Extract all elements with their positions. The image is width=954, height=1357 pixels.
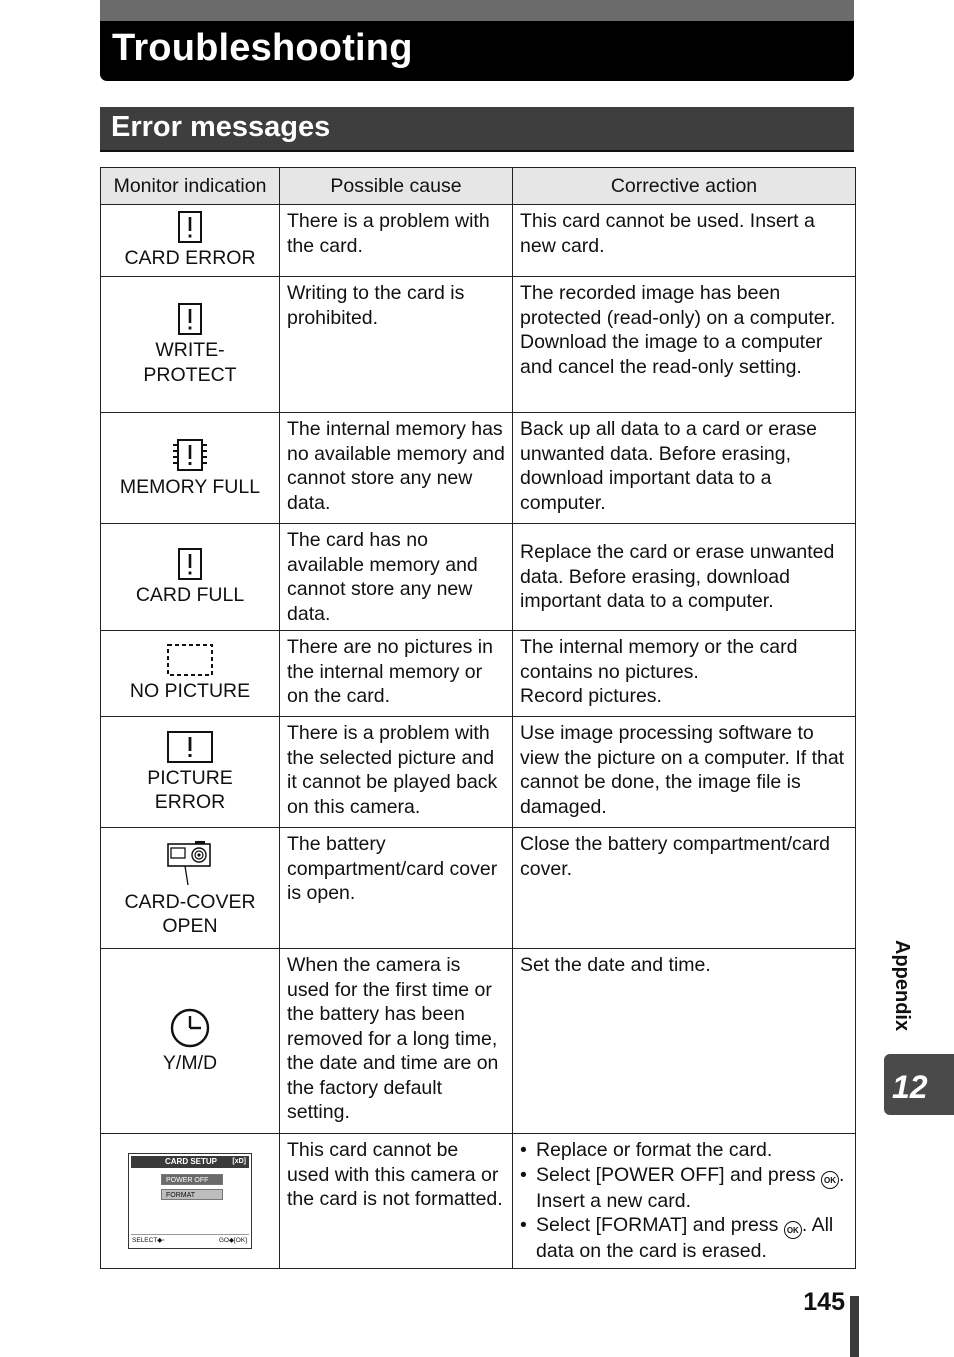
corrective-action-cell: Replace the card or erase unwanted data. Before erasing, download important data to a computer. xyxy=(513,524,856,631)
card-cover-open-icon xyxy=(165,838,215,888)
possible-cause-cell: This card cannot be used with this camera or the card is not formatted. xyxy=(280,1134,513,1269)
action-item: • Select [POWER OFF] and press OK . Insert a new card. xyxy=(520,1163,848,1214)
table-row xyxy=(101,631,856,717)
corrective-action-cell xyxy=(513,1134,856,1269)
monitor-label: PICTURE ERROR xyxy=(147,766,233,813)
action-item: • Select [FORMAT] and press OK . All data on the card is erased. xyxy=(520,1213,848,1264)
action-list xyxy=(520,1138,848,1264)
possible-cause-cell: Writing to the card is prohibited. xyxy=(280,277,513,413)
title-bar xyxy=(100,21,854,81)
monitor-indication-cell xyxy=(101,205,280,277)
monitor-label: WRITE-PROTECT xyxy=(143,339,237,386)
appendix-side-label xyxy=(860,940,940,1050)
select-hint: SELECT◆▫ xyxy=(132,1236,165,1244)
header-monitor-indication: Monitor indication xyxy=(101,168,280,205)
xd-card-badge: [xD] xyxy=(232,1157,246,1165)
table-row xyxy=(101,524,856,631)
header-possible-cause: Possible cause xyxy=(280,168,513,205)
table-row xyxy=(101,717,856,828)
section-title: Error messages xyxy=(111,111,331,143)
power-off-option: POWER OFF xyxy=(161,1174,223,1185)
page-number: 145 xyxy=(803,1288,845,1316)
action-line: The internal memory or the card contains no pictures. xyxy=(520,636,798,683)
monitor-label: NO PICTURE xyxy=(129,680,251,703)
monitor-indication-cell xyxy=(101,949,280,1134)
action-item: • Replace or format the card. xyxy=(520,1138,848,1163)
table-row xyxy=(101,1134,856,1269)
section-bar xyxy=(100,107,854,152)
corrective-action-cell: Close the battery compartment/card cover. xyxy=(513,828,856,949)
monitor-indication-cell xyxy=(101,717,280,828)
monitor-label: MEMORY FULL xyxy=(119,475,261,498)
no-picture-icon xyxy=(166,643,214,677)
monitor-indication-cell xyxy=(101,413,280,524)
table-header-row xyxy=(101,168,856,205)
possible-cause-cell: The battery compartment/card cover is open. xyxy=(280,828,513,949)
corrective-action-cell: This card cannot be used. Insert a new card. xyxy=(513,205,856,277)
clock-icon xyxy=(169,1007,211,1049)
page-title: Troubleshooting xyxy=(112,27,413,69)
ok-button-icon: OK xyxy=(784,1221,802,1239)
memory-full-icon xyxy=(170,437,210,473)
monitor-label: CARD FULL xyxy=(135,583,245,606)
header-corrective-action: Corrective action xyxy=(513,168,856,205)
card-setup-footer xyxy=(131,1234,249,1246)
monitor-indication-cell xyxy=(101,828,280,949)
monitor-indication-cell xyxy=(101,277,280,413)
action-line: Record pictures. xyxy=(520,685,662,707)
possible-cause-cell: The card has no available memory and cannot store any new data. xyxy=(280,524,513,631)
table-row xyxy=(101,949,856,1134)
corrective-action-cell: Back up all data to a card or erase unwanted data. Before erasing, download important data to a computer. xyxy=(513,413,856,524)
possible-cause-cell: The internal memory has no available memory and cannot store any new data. xyxy=(280,413,513,524)
table-row xyxy=(101,277,856,413)
corrective-action-cell: The recorded image has been protected (read-only) on a computer. Download the image to a computer and cancel the read-only setting. xyxy=(513,277,856,413)
monitor-label: CARD ERROR xyxy=(124,247,256,270)
chapter-number: 12 xyxy=(892,1069,928,1105)
chapter-tab xyxy=(884,1054,954,1115)
corrective-action-cell xyxy=(513,631,856,717)
card-setup-header xyxy=(131,1156,249,1168)
card-full-icon xyxy=(176,547,204,581)
top-strip xyxy=(100,0,854,23)
table-row xyxy=(101,205,856,277)
corrective-action-cell: Use image processing software to view the picture on a computer. If that cannot be done, the image file is damaged. xyxy=(513,717,856,828)
corrective-action-cell: Set the date and time. xyxy=(513,949,856,1134)
possible-cause-cell: There are no pictures in the internal memory or on the card. xyxy=(280,631,513,717)
possible-cause-cell: There is a problem with the selected picture and it cannot be played back on this camera. xyxy=(280,717,513,828)
monitor-indication-cell xyxy=(101,1134,280,1269)
monitor-label: Y/M/D xyxy=(162,1051,218,1074)
monitor-label: CARD-COVER OPEN xyxy=(124,890,256,937)
ok-button-icon: OK xyxy=(821,1171,839,1189)
write-protect-icon xyxy=(176,302,204,336)
table-row xyxy=(101,413,856,524)
monitor-indication-cell xyxy=(101,524,280,631)
appendix-label: Appendix xyxy=(891,940,913,1032)
page-edge-bar xyxy=(850,1296,859,1357)
go-hint: GO◆[OK] xyxy=(218,1236,247,1244)
card-error-icon xyxy=(176,210,204,244)
error-messages-table xyxy=(100,167,856,1269)
possible-cause-cell: There is a problem with the card. xyxy=(280,205,513,277)
possible-cause-cell: When the camera is used for the first time or the battery has been removed for a long time, the date and time are on the factory default setting. xyxy=(280,949,513,1134)
table-row xyxy=(101,828,856,949)
card-setup-title: CARD SETUP xyxy=(165,1156,218,1166)
card-setup-screen xyxy=(128,1153,252,1249)
picture-error-icon xyxy=(166,730,214,764)
monitor-indication-cell xyxy=(101,631,280,717)
format-option: FORMAT xyxy=(161,1189,223,1200)
